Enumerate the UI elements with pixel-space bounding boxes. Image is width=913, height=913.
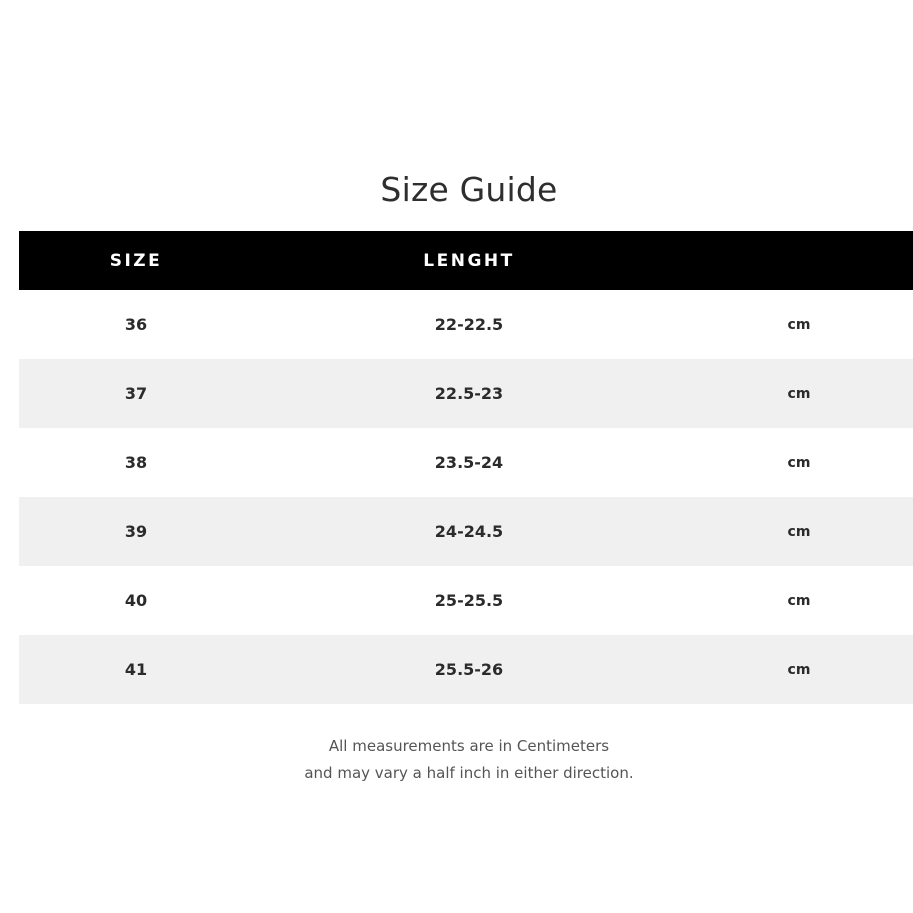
table-header-row xyxy=(19,231,913,290)
header-unit xyxy=(685,231,913,290)
size-cell: 37 xyxy=(124,384,148,403)
unit-cell: cm xyxy=(787,454,811,471)
length-cell: 24-24.5 xyxy=(434,522,504,541)
header-size: SIZE xyxy=(109,250,163,271)
measurement-note xyxy=(0,733,913,787)
size-guide-table xyxy=(19,231,913,704)
table-row xyxy=(19,359,913,428)
table-row xyxy=(19,290,913,359)
table-row xyxy=(19,635,913,704)
unit-cell: cm xyxy=(787,661,811,678)
unit-cell: cm xyxy=(787,592,811,609)
table-row xyxy=(19,428,913,497)
length-cell: 25-25.5 xyxy=(434,591,504,610)
table-row xyxy=(19,566,913,635)
header-length: LENGHT xyxy=(423,250,515,271)
size-cell: 41 xyxy=(124,660,148,679)
length-cell: 25.5-26 xyxy=(434,660,504,679)
unit-cell: cm xyxy=(787,523,811,540)
unit-cell: cm xyxy=(787,385,811,402)
length-cell: 22-22.5 xyxy=(434,315,504,334)
size-cell: 38 xyxy=(124,453,148,472)
page-title: Size Guide xyxy=(380,170,558,209)
unit-cell: cm xyxy=(787,316,811,333)
length-cell: 23.5-24 xyxy=(434,453,504,472)
size-cell: 36 xyxy=(124,315,148,334)
table-row xyxy=(19,497,913,566)
note-line-2: and may vary a half inch in either direction. xyxy=(304,764,634,782)
size-cell: 40 xyxy=(124,591,148,610)
length-cell: 22.5-23 xyxy=(434,384,504,403)
note-line-1: All measurements are in Centimeters xyxy=(328,737,610,755)
size-cell: 39 xyxy=(124,522,148,541)
